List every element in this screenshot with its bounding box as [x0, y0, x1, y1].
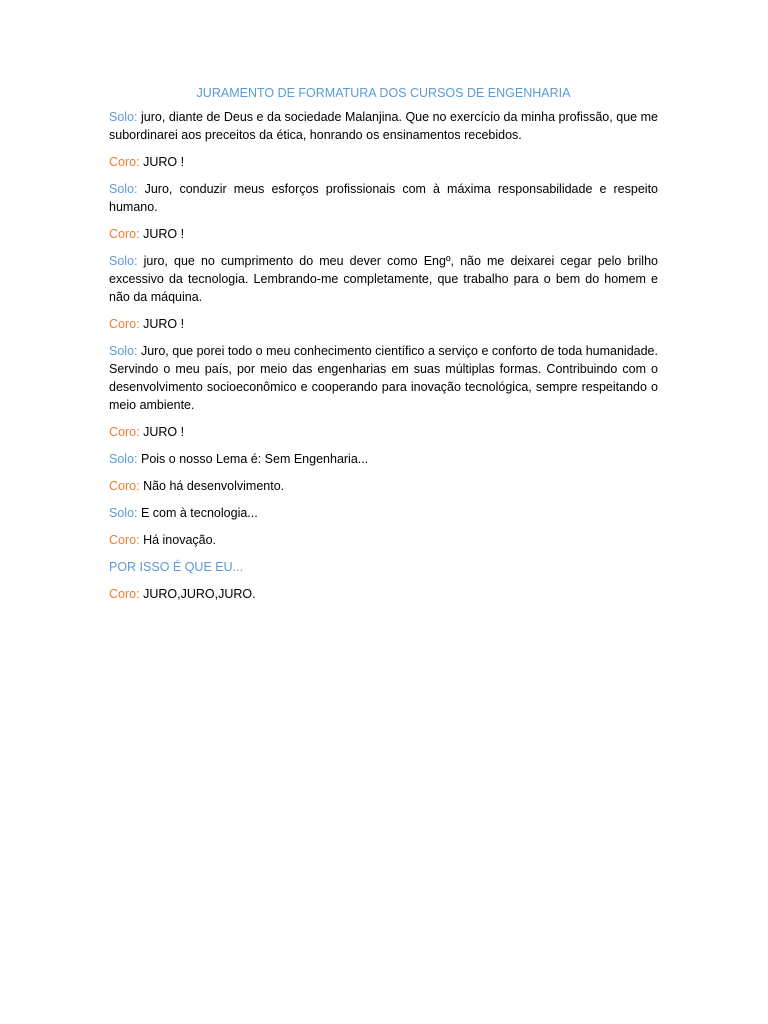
paragraph-solo-4	[109, 342, 658, 414]
paragraph-coro-1	[109, 153, 658, 171]
paragraph-text: Pois o nosso Lema é: Sem Engenharia...	[140, 452, 369, 466]
speaker-label-solo: Solo:	[109, 506, 138, 520]
paragraph-text: Juro, que porei todo o meu conhecimento científico a serviço e conforto de toda humanidade. Servindo o meu país, por meio das engenharias em suas múltiplas formas. Contribuindo com o desenvolvimento socioeconômico e cooperando para inovação tecnológica, sempre respeitando o meio ambiente.	[109, 344, 658, 412]
paragraph-text: POR ISSO É QUE EU...	[109, 560, 244, 574]
paragraph-coro-5	[109, 477, 658, 495]
paragraph-text: Não há desenvolvimento.	[143, 479, 285, 493]
speaker-label-coro: Coro:	[109, 317, 140, 331]
paragraph-coro-6	[109, 531, 658, 549]
paragraph-text: JURO !	[143, 155, 185, 169]
paragraph-text: Há inovação.	[143, 533, 217, 547]
speaker-label-solo: Solo:	[109, 452, 138, 466]
paragraph-text: JURO !	[143, 425, 185, 439]
speaker-label-coro: Coro:	[109, 425, 140, 439]
paragraph-coro-3	[109, 315, 658, 333]
speaker-label-solo: Solo:	[109, 110, 138, 124]
speaker-label-coro: Coro:	[109, 533, 140, 547]
speaker-label-solo: Solo:	[109, 254, 138, 268]
paragraph-text: JURO !	[143, 317, 185, 331]
document-title: JURAMENTO DE FORMATURA DOS CURSOS DE ENGENHARIA	[196, 86, 571, 100]
paragraph-text: juro, que no cumprimento do meu dever como Engº, não me deixarei cegar pelo brilho excessivo da tecnologia. Lembrando-me completamente, que trabalho para o bem do homem e não da máquina.	[109, 254, 658, 304]
paragraph-coro-4	[109, 423, 658, 441]
speaker-label-coro: Coro:	[109, 479, 140, 493]
speaker-label-solo: Solo:	[109, 182, 138, 196]
paragraph-solo-6	[109, 504, 658, 522]
paragraph-coro-final	[109, 585, 658, 603]
paragraph-text: juro, diante de Deus e da sociedade Malanjina. Que no exercício da minha profissão, que me subordinarei aos preceitos da ética, honrando os ensinamentos recebidos.	[109, 110, 658, 142]
speaker-label-coro: Coro:	[109, 227, 140, 241]
paragraph-callout	[109, 558, 658, 576]
paragraph-solo-2	[109, 180, 658, 216]
paragraph-solo-5	[109, 450, 658, 468]
speaker-label-solo: Solo:	[109, 344, 138, 358]
paragraph-solo-3	[109, 252, 658, 306]
speaker-label-coro: Coro:	[109, 587, 140, 601]
document-page	[109, 84, 658, 612]
paragraph-text: JURO,JURO,JURO.	[143, 587, 256, 601]
paragraph-coro-2	[109, 225, 658, 243]
speaker-label-coro: Coro:	[109, 155, 140, 169]
paragraph-text: Juro, conduzir meus esforços profissionais com à máxima responsabilidade e respeito humano.	[109, 182, 658, 214]
paragraph-text: JURO !	[143, 227, 185, 241]
paragraph-text: E com à tecnologia...	[140, 506, 258, 520]
paragraph-solo-1	[109, 108, 658, 144]
